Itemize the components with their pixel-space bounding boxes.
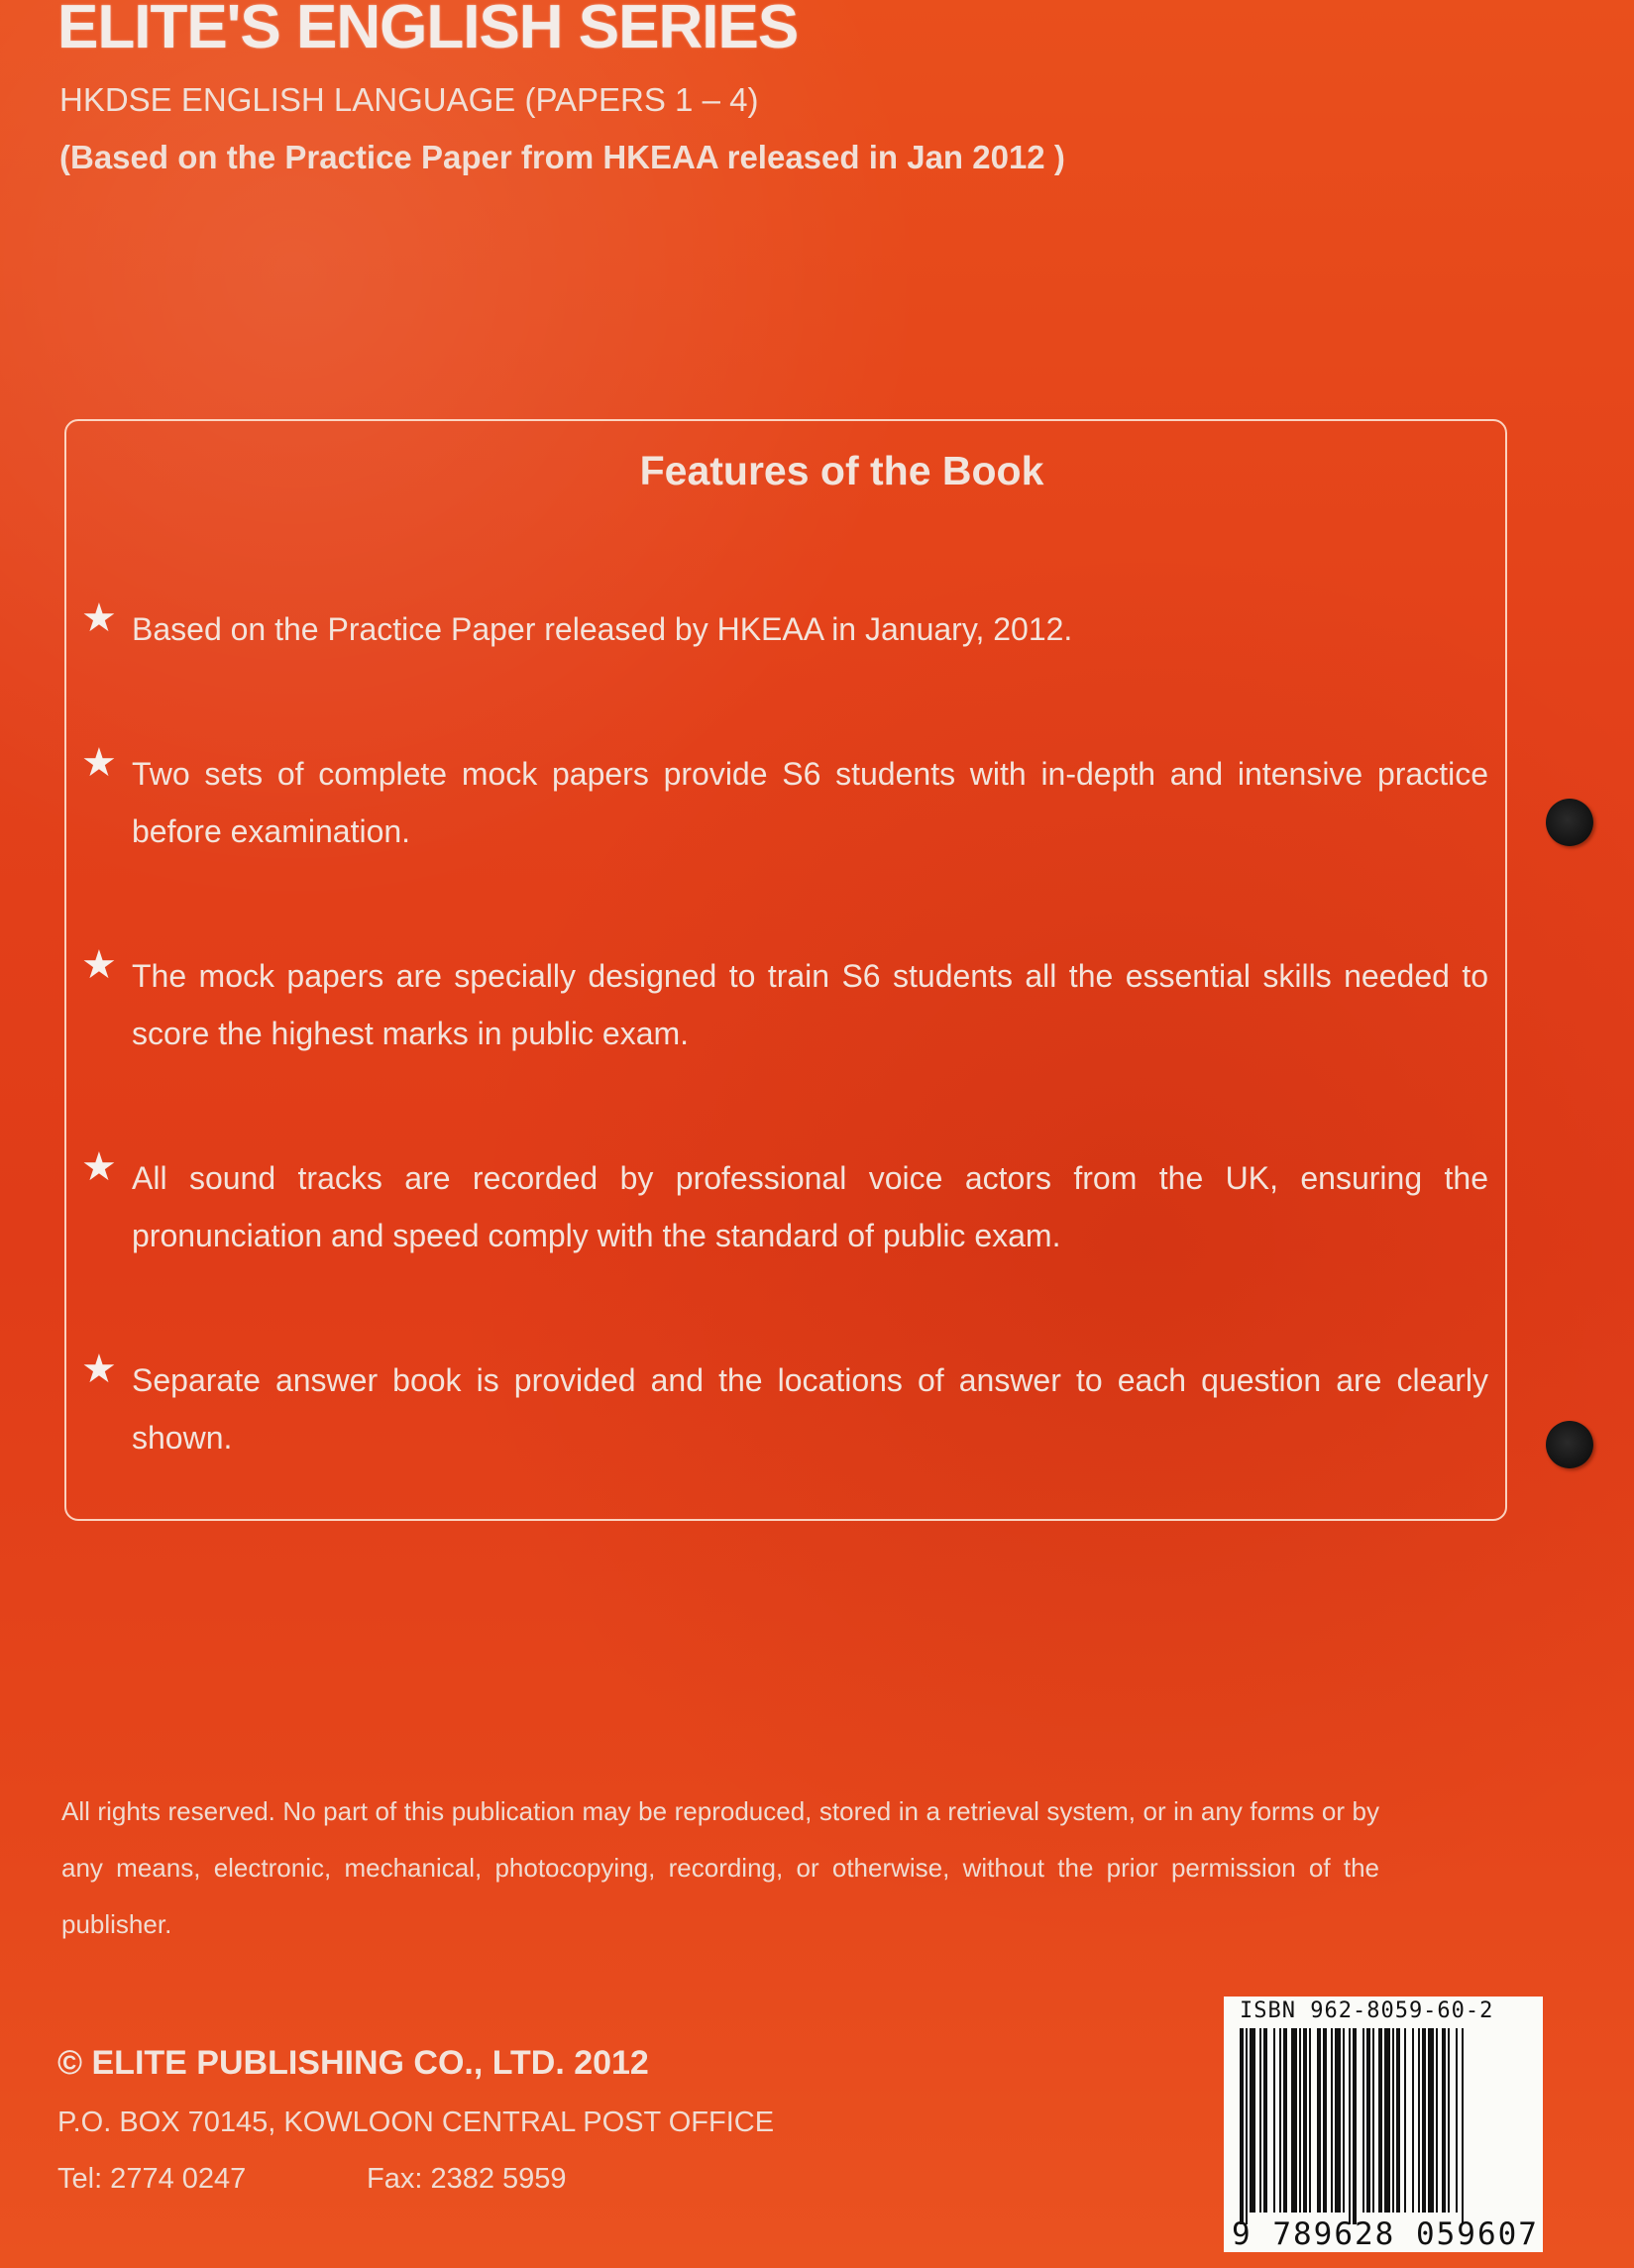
star-icon: ★ <box>81 943 117 987</box>
telephone: Tel: 2774 0247 <box>57 2163 247 2195</box>
barcode-bar <box>1412 2028 1414 2213</box>
barcode-bar <box>1303 2028 1307 2213</box>
barcode-bar <box>1309 2028 1311 2213</box>
feature-text: Based on the Practice Paper released by HKEAA in January, 2012. <box>132 611 1073 647</box>
feature-text: All sound tracks are recorded by professional voice actors from the UK, ensuring the pronunciation and speed comply with the standard of public exam. <box>132 1160 1488 1253</box>
isbn-barcode <box>1224 1997 1543 2252</box>
star-icon: ★ <box>81 1348 117 1391</box>
publisher-name: © ELITE PUBLISHING CO., LTD. 2012 <box>57 2044 649 2082</box>
publisher-contact <box>57 2163 567 2196</box>
barcode-bar <box>1362 2028 1364 2213</box>
features-heading: Features of the Book <box>639 448 1044 493</box>
barcode-bar <box>1404 2028 1406 2213</box>
isbn-number: ISBN 962-8059-60-2 <box>1240 1998 1494 2023</box>
barcode-bar <box>1299 2028 1301 2213</box>
star-icon: ★ <box>81 596 117 640</box>
feature-text: The mock papers are specially designed to train S6 students all the essential skills needed to score the highest marks in public exam. <box>132 958 1488 1051</box>
barcode-bar <box>1384 2028 1390 2213</box>
feature-text: Two sets of complete mock papers provide S6 students with in-depth and intensive practice before examination. <box>132 756 1488 849</box>
barcode-bar <box>1392 2028 1394 2213</box>
fax: Fax: 2382 5959 <box>367 2163 567 2195</box>
barcode-bar <box>1263 2028 1267 2213</box>
barcode-bar <box>1349 2028 1351 2224</box>
publisher-address: P.O. BOX 70145, KOWLOON CENTRAL POST OFFICE <box>57 2106 775 2138</box>
barcode-bar <box>1422 2028 1426 2213</box>
binder-hole <box>1546 799 1593 846</box>
barcode-bar <box>1462 2028 1464 2224</box>
barcode-bar <box>1331 2028 1333 2213</box>
barcode-bar <box>1418 2028 1420 2213</box>
ean-number: 9 789628 059607 <box>1232 2216 1539 2252</box>
star-icon: ★ <box>81 1145 117 1189</box>
barcode-bar <box>1378 2028 1382 2213</box>
barcode-bars <box>1240 2028 1527 2224</box>
book-subtitle: HKDSE ENGLISH LANGUAGE (PAPERS 1 – 4) <box>59 81 759 118</box>
barcode-bar <box>1291 2028 1297 2213</box>
barcode-bar <box>1240 2028 1244 2224</box>
barcode-bar <box>1317 2028 1321 2213</box>
barcode-bar <box>1428 2028 1434 2213</box>
barcode-bar <box>1353 2028 1357 2224</box>
rights-notice: All rights reserved. No part of this publication may be reproduced, stored in a retrieval system, or in any forms or by any means, electronic, mechanical, photocopying, recording, or otherwise, without the prior permission of the publisher. <box>61 1796 1379 1939</box>
subtitle-note: (Based on the Practice Paper from HKEAA released in Jan 2012 ) <box>59 139 1065 175</box>
barcode-bar <box>1259 2028 1261 2213</box>
barcode-bar <box>1273 2028 1275 2213</box>
barcode-bar <box>1448 2028 1450 2213</box>
barcode-bar <box>1442 2028 1446 2213</box>
barcode-bar <box>1456 2028 1458 2213</box>
star-icon: ★ <box>81 741 117 785</box>
binder-hole <box>1546 1421 1593 1468</box>
barcode-bar <box>1396 2028 1400 2213</box>
feature-text: Separate answer book is provided and the locations of answer to each question are clearly shown. <box>132 1362 1488 1456</box>
barcode-bar <box>1343 2028 1345 2213</box>
barcode-bar <box>1372 2028 1374 2213</box>
series-title: ELITE'S ENGLISH SERIES <box>57 0 799 61</box>
barcode-bar <box>1246 2028 1248 2224</box>
barcode-bar <box>1250 2028 1255 2213</box>
barcode-bar <box>1366 2028 1370 2213</box>
barcode-bar <box>1323 2028 1327 2213</box>
barcode-bar <box>1279 2028 1281 2213</box>
barcode-bar <box>1436 2028 1438 2213</box>
barcode-bar <box>1283 2028 1287 2213</box>
barcode-bar <box>1335 2028 1341 2213</box>
